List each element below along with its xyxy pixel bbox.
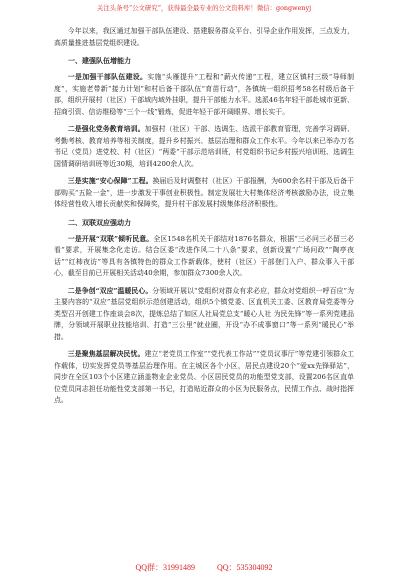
document-body: [54, 26, 354, 413]
s1-paragraph-2: [54, 124, 354, 170]
s2-paragraph-1-text: 全区1548名机关干部结对1876名群众，根据“三必问三必留三必看”要求，开展集念化走访。结合区委“改进作风二十八条”要求，创新设置“广场问政”“陶亭夜话”“红柿夜访”等具有各镇特色的群众工作新载体，使村（社区）干部登门入户、群众事入干部心，截至目前已开展相关活动40余期，参加群众7300余人次。: [54, 234, 355, 277]
s2-paragraph-1-lead: 一是开展“双联”倾听民意。: [67, 234, 154, 243]
section-2-heading: 二、双联双应强动力: [68, 217, 131, 227]
qq-number: QQ：535304092: [217, 563, 273, 572]
s2-paragraph-2-text: 分领域开展以“党组织对群众有求必应，群众对党组织一呼百应”为主要内容的“双应”基层党组织示范创建活动，组织5个镇党委、区直机关工委、区教育局党委等分类型召开创建工作座谈会8次，提炼总结了如区人社局党总支“暖心人社 为民先锋”等一系列党建品牌，分领域开展职业技能培训、打造“三公里”就业圈，开设“办不成事窗口”等一系列“暖民心”举措。: [54, 286, 354, 341]
contact-footer: [0, 562, 408, 574]
s1-paragraph-1: [54, 72, 354, 118]
s2-paragraph-2-lead: 二是争创“双应”温暖民心。: [67, 286, 153, 295]
s1-paragraph-3-lead: 三是实施“安心保障”工程。: [67, 177, 153, 185]
promo-banner: 关注头条号“公文研究”，获得最全最专业的公文资料库！微信：gongwenyj: [96, 4, 312, 12]
s1-paragraph-3-text: 换届后及时调整村（社区）干部报酬，为600余名村干部及后备干部购买“五险一金”，进一步激发干事创业积极性。制定发展壮大村集体经济考核激励办法，设立集体经营性收入增长贡献奖和保障奖，提升村干部发展村级集体经济积极性。: [54, 177, 355, 208]
s1-paragraph-1-text: 实施“头雁提升”工程和“薪火传递”工程，建立区镇村三级“导师制度”，实施老带新“接力计划”和村后备干部队伍“育苗行动”，各镇统一组织招考58名村级后备干部，组织开展村（社区）干部域内域外挂职，提升干部能力水平。选派46名年轻干部赴城市更新、招商引资、信访维稳等“三个一线”锻炼，促进年轻干部开阔眼界、增长实干。: [54, 73, 354, 116]
s1-paragraph-2-lead: 二是强化党务教育培训。: [67, 125, 145, 133]
s1-paragraph-2-text: 加强村（社区）干部、选调生、选派干部教育管理，完善学习调研、考勤考核、教育培养等相关制度，提升乡村振兴、基层治理和群众工作水平。今年以来已举办万名书记（党员）进党校、村（社区）“两委”干部示范培训班，村党组织书记乡村振兴培训班、选调生国情调研培训班等近30期，培训4200余人次。: [54, 125, 354, 168]
s2-paragraph-3-text: 建立“老党员工作室”“党代表工作站”“党员议事厅”等党建引领群众工作载体，切实发挥党员等基层治理作用。在主城区各个小区，居民点建设20个“爱xx先锋驿站”，同步在全区103个小区建立涵盖物业企业党员、小区居民党员的功能型党支部，设置206名区直单位党员同志担任功能性党支部第一书记，打造贴近群众的小区为民服务点，民情工作点、战时指挥点。: [54, 350, 354, 404]
s1-paragraph-1-lead: 一是加强干部队伍建设。: [67, 73, 148, 81]
qq-group-number: QQ群：31991489: [135, 563, 195, 572]
s2-paragraph-2: [54, 286, 354, 344]
s2-paragraph-3: [54, 349, 354, 407]
s2-paragraph-3-lead: 三是聚焦基层解决民忧。: [67, 350, 145, 358]
intro-paragraph: 今年以来，我区通过加强干部队伍建设、搭建服务群众平台、引导企业作用发挥，三点发力，高质量推进基层党组织建设。: [54, 27, 354, 47]
s1-paragraph-3: [54, 176, 354, 211]
section-1-heading: 一、建强队伍增能力: [68, 56, 131, 65]
s2-paragraph-1: [54, 234, 354, 280]
